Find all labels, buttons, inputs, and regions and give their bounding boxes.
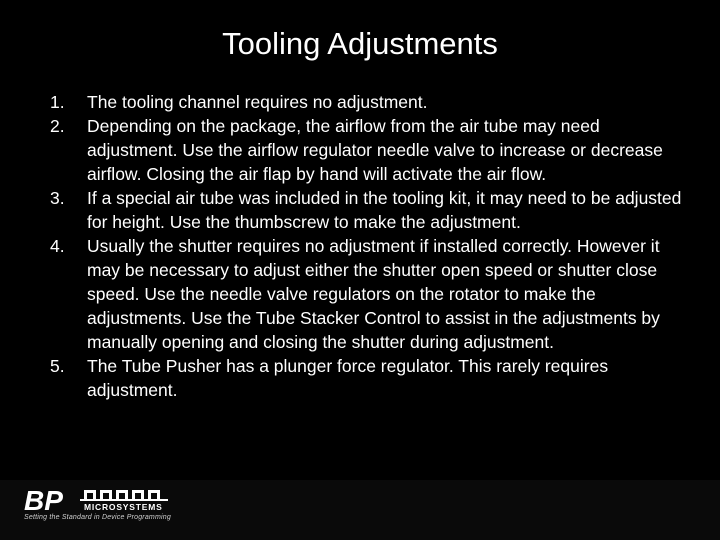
adjustment-list <box>50 90 690 402</box>
list-item-number: 5. <box>50 356 65 376</box>
logo-tagline: Setting the Standard in Device Programming <box>24 514 171 521</box>
list-item-number: 1. <box>50 92 65 112</box>
list-item-number: 4. <box>50 236 65 256</box>
list-item <box>50 234 690 354</box>
list-item-number: 3. <box>50 188 65 208</box>
logo-subtext: MICROSYSTEMS <box>84 502 163 512</box>
list-item <box>50 114 690 186</box>
list-item <box>50 354 690 402</box>
list-item-number: 2. <box>50 116 65 136</box>
logo-chip-pins <box>80 490 168 501</box>
list-item-text: Depending on the package, the airflow from the air tube may need adjustment. Use the airflow regulator needle valve to increase or decrease airflow. Closing the air flap by hand will activate the air flow. <box>87 116 663 184</box>
list-item-text: The Tube Pusher has a plunger force regulator. This rarely requires adjustment. <box>87 356 609 400</box>
logo-letters: BP <box>24 486 63 516</box>
list-item-text: If a special air tube was included in the tooling kit, it may need to be adjusted for height. Use the thumbscrew to make the adjustment. <box>87 188 682 232</box>
list-item-text: Usually the shutter requires no adjustment if installed correctly. However it may be necessary to adjust either the shutter open speed or shutter close speed. Use the needle valve regulators on the rotator to make the adjustments. Use the Tube Stacker Control to assist in the adjustments by manually opening and closing the shutter during adjustment. <box>87 236 660 352</box>
list-item <box>50 186 690 234</box>
list-item <box>50 90 690 114</box>
slide-title: Tooling Adjustments <box>222 26 498 61</box>
list-item-text: The tooling channel requires no adjustment. <box>87 92 428 112</box>
